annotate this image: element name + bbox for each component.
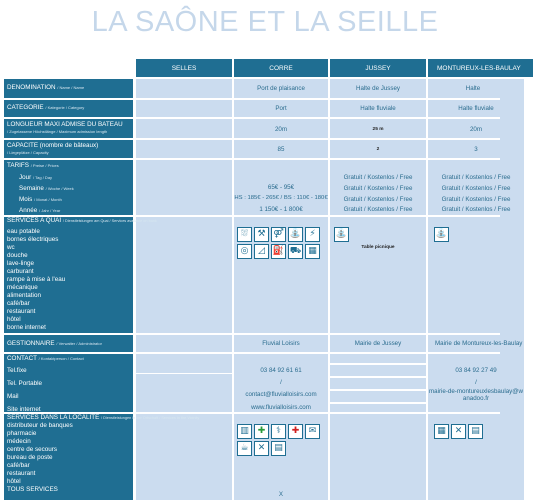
- quai-service-2: wc: [7, 244, 15, 251]
- water-tap-icon: ⛲: [434, 227, 449, 242]
- contact-corre-site[interactable]: www.fluvialloisirs.com: [251, 404, 311, 411]
- gestionnaire-montureux: Mairie de Montureux-les-Baulay: [435, 340, 523, 347]
- quai-service-8: alimentation: [7, 292, 41, 299]
- tarif-period-annee: Année: [19, 207, 38, 214]
- quai-jussey-note: Table picnique: [361, 245, 395, 250]
- tarif-jussey-mois: Gratuit / Kostenlos / Free: [343, 196, 413, 203]
- mail-icon: ✉: [305, 424, 320, 439]
- row-label-categorie: CATEGORIE / Kategorie / Category: [4, 100, 133, 117]
- capacite-jussey: 2: [376, 147, 380, 152]
- capacite-corre: 85: [277, 146, 285, 153]
- contact-corre-tel-fixe: 03 84 92 61 61: [260, 367, 302, 374]
- tarif-corre-mois: HS : 185€ - 265€ / BS : 110€ - 180€: [234, 195, 328, 201]
- contact-corre-mail[interactable]: contact@fluvialloisirs.com: [245, 391, 317, 398]
- loc-service-4: bureau de poste: [7, 454, 53, 461]
- gestionnaire-jussey: Mairie de Jussey: [354, 340, 402, 347]
- quai-service-12: borne internet: [7, 324, 46, 331]
- quai-icons-jussey: [334, 227, 349, 242]
- quai-service-1: bornes électriques: [7, 236, 59, 243]
- loc-service-5: café/bar: [7, 462, 30, 469]
- gestionnaire-corre: Fluvial Loisirs: [262, 340, 300, 347]
- longueur-corre: 20m: [274, 126, 288, 133]
- electric-plug-icon: ⚡: [305, 227, 320, 242]
- quai-service-10: restaurant: [7, 308, 36, 315]
- row-label-services-localite: SERVICES DANS LA LOCALITE / Dienstleistungen in der Ortschaft / Services in the Vicinity distributeur de banques pharmacie médecin centre de secours bureau de poste café/bar restaurant hôtel TOUS SERVICES: [4, 414, 133, 500]
- contact-montureux-tel-fixe: 03 84 92 27 49: [455, 367, 497, 374]
- tarif-montureux-mois: Gratuit / Kostenlos / Free: [441, 196, 511, 203]
- loc-corre-all-services: X: [278, 491, 284, 498]
- loc-icons-corre: [237, 424, 332, 456]
- capacite-montureux: 3: [474, 146, 478, 153]
- categorie-montureux: Halte fluviale: [458, 105, 494, 112]
- contact-mail: Mail: [7, 393, 19, 400]
- quai-service-11: hôtel: [7, 316, 21, 323]
- tarif-montureux-annee: Gratuit / Kostenlos / Free: [441, 206, 511, 213]
- categorie-corre: Port: [275, 105, 287, 112]
- page-title: LA SAÔNE ET LA SEILLE: [91, 6, 439, 38]
- tarif-period-jour: Jour: [19, 174, 32, 181]
- quai-service-3: douche: [7, 252, 28, 259]
- cash-icon: ▦: [434, 424, 449, 439]
- denomination-corre: Port de plaisance: [257, 85, 305, 92]
- contact-site: Site internet: [7, 406, 41, 413]
- row-label-gestionnaire: GESTIONNAIRE / Verwalter / Administrator: [4, 335, 133, 352]
- tools-icon: ⚒: [254, 227, 269, 242]
- trolley-icon: ⛟: [288, 244, 303, 259]
- tarif-corre-annee: 1 150€ - 1 800€: [259, 206, 303, 213]
- row-label-tarifs: TARIFS / Preise / Prices Jour / Tag / Day Semaine / Woche / Week Mois / Monat / Month Année / Jahr / Year: [4, 160, 133, 215]
- hotel-icon: ▤: [271, 441, 286, 456]
- column-selles: [136, 79, 232, 500]
- tarif-jussey-semaine: Gratuit / Kostenlos / Free: [343, 185, 413, 192]
- column-header-corre: CORRE: [234, 59, 328, 77]
- medical-bag-icon: ⚕: [271, 424, 286, 439]
- quai-service-6: rampe à mise à l'eau: [7, 276, 66, 283]
- slipway-icon: ◿: [254, 244, 269, 259]
- quai-service-7: mécanique: [7, 284, 38, 291]
- shower-icon: ⛆: [237, 227, 252, 242]
- tarif-period-semaine: Semaine: [19, 185, 44, 192]
- column-header-montureux: MONTUREUX-LES-BAULAY: [428, 59, 533, 77]
- loc-icons-montureux: [434, 424, 494, 439]
- denomination-montureux: Halte: [465, 85, 481, 92]
- contact-tel-portable: Tel. Portable: [7, 380, 43, 387]
- hospital-icon: ✚: [288, 424, 303, 439]
- trash-icon: ▥: [237, 424, 252, 439]
- tarif-montureux-jour: Gratuit / Kostenlos / Free: [441, 174, 511, 181]
- restroom-icon: ⚤: [271, 227, 286, 242]
- tarif-jussey-annee: Gratuit / Kostenlos / Free: [343, 206, 413, 213]
- loc-service-8: TOUS SERVICES: [7, 486, 58, 493]
- row-label-denomination: DENOMINATION / Name / Name: [4, 79, 133, 98]
- quai-service-5: carburant: [7, 268, 34, 275]
- fuel-icon: ⛽: [271, 244, 286, 259]
- loc-service-6: restaurant: [7, 470, 36, 477]
- loc-service-7: hôtel: [7, 478, 21, 485]
- column-header-selles: SELLES: [136, 59, 232, 77]
- restaurant-icon: ✕: [254, 441, 269, 456]
- contact-corre-tel-portable: /: [280, 379, 282, 386]
- tarif-jussey-jour: Gratuit / Kostenlos / Free: [343, 174, 413, 181]
- denomination-jussey: Halte de Jussey: [355, 85, 401, 92]
- column-header-jussey: JUSSEY: [330, 59, 426, 77]
- row-label-capacite: CAPACITE (nombre de bâteaux) / Liegeplätze / Capacity: [4, 140, 133, 158]
- loc-service-2: médecin: [7, 438, 31, 445]
- row-label-contact: CONTACT / Kontaktperson / Contact Tel.fixe Tel. Portable Mail Site internet: [4, 354, 133, 412]
- longueur-jussey: 25 m: [372, 127, 384, 132]
- contact-tel-fixe: Tel.fixe: [7, 367, 27, 374]
- loc-service-3: centre de secours: [7, 446, 58, 453]
- quai-service-0: eau potable: [7, 228, 40, 235]
- hotel-icon: ▤: [468, 424, 483, 439]
- tarif-corre-semaine: 65€ - 95€: [267, 184, 295, 191]
- column-jussey: [330, 79, 426, 500]
- water-tap-icon: ⛲: [334, 227, 349, 242]
- wifi-icon: ▦: [305, 244, 320, 259]
- row-label-longueur: LONGUEUR MAXI ADMISE DU BATEAU / Zugelassene Höchstlänge / Maximum admission length: [4, 119, 133, 138]
- restaurant-icon: ✕: [451, 424, 466, 439]
- contact-montureux-mail[interactable]: mairie-de-montureuxlesbaulay@wanadoo.fr: [429, 388, 523, 402]
- tarif-period-mois: Mois: [19, 196, 33, 203]
- loc-service-1: pharmacie: [7, 430, 37, 437]
- quai-icons-corre: [237, 227, 327, 259]
- longueur-montureux: 20m: [469, 126, 483, 133]
- loc-service-0: distributeur de banques: [7, 422, 73, 429]
- quai-icons-montureux: [434, 227, 449, 242]
- water-tap-icon: ⛲: [288, 227, 303, 242]
- coffee-icon: ☕: [237, 441, 252, 456]
- categorie-jussey: Halte fluviale: [360, 105, 396, 112]
- quai-service-4: lave-linge: [7, 260, 34, 267]
- quai-service-9: café/bar: [7, 300, 30, 307]
- row-label-services-quai: SERVICES A QUAI / Dienstleistungen am Quai / Services available on bank eau potable bornes électriques wc douche lave-linge carburant rampe à mise à l'eau mécanique alimentation café/bar restaurant hôtel borne internet: [4, 217, 133, 333]
- tarif-montureux-semaine: Gratuit / Kostenlos / Free: [441, 185, 511, 192]
- contact-montureux-tel-portable: /: [475, 379, 477, 386]
- pharmacy-icon: ✚: [254, 424, 269, 439]
- washing-machine-icon: ◎: [237, 244, 252, 259]
